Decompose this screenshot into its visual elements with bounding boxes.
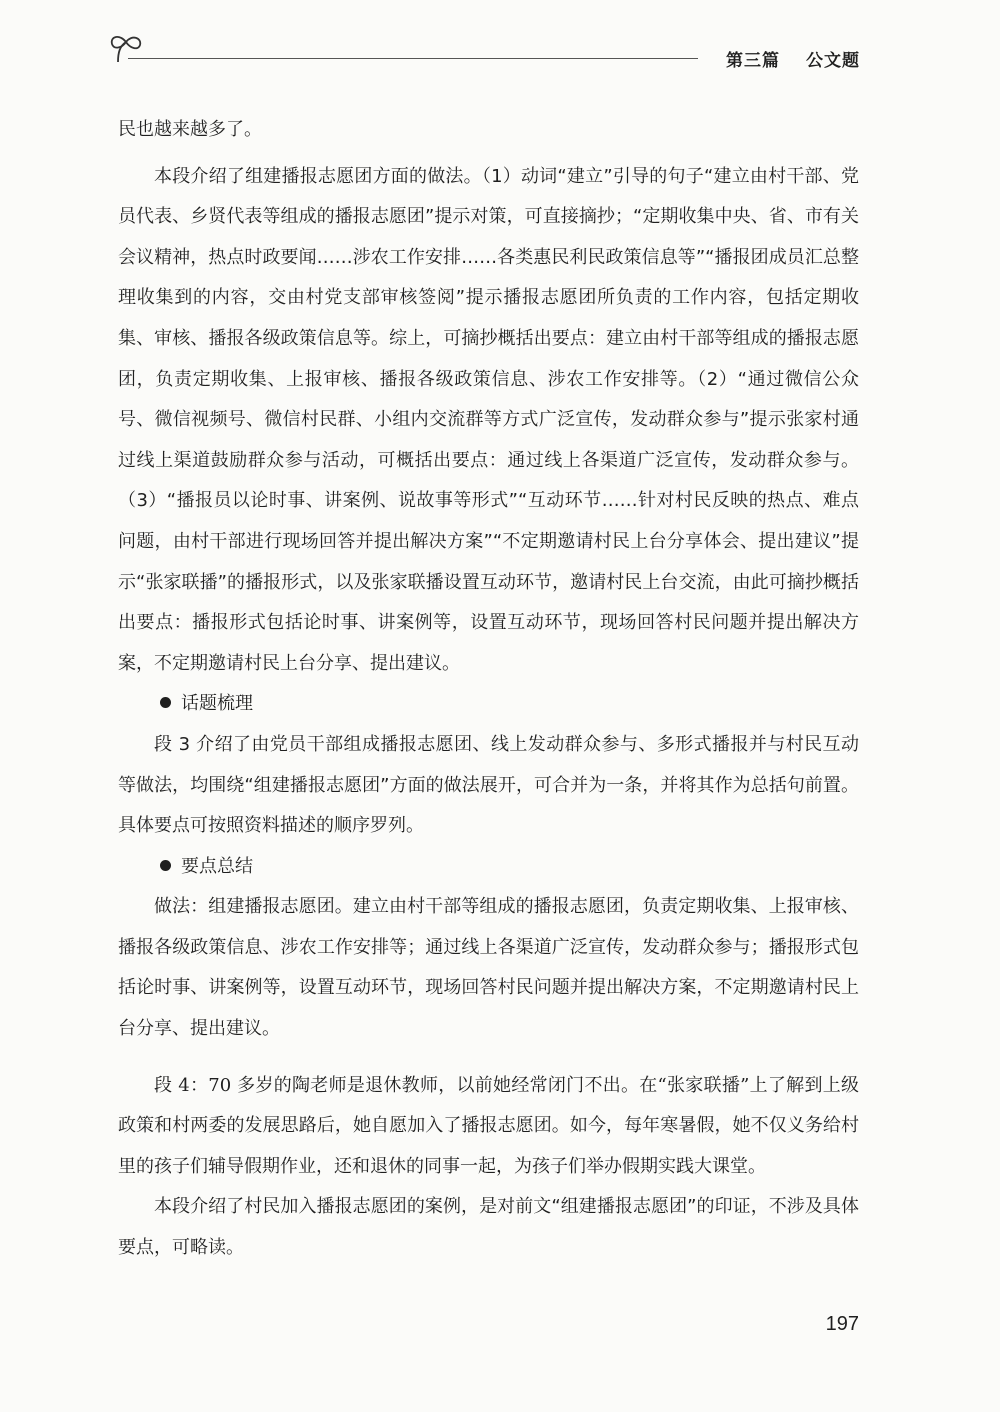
bullet-icon (160, 860, 171, 871)
bullet-heading-label: 要点总结 (181, 855, 253, 877)
bullet-heading (118, 847, 859, 888)
section-label: 公文题 (806, 51, 860, 71)
paragraph: 本段介绍了组建播报志愿团方面的做法。（1）动词“建立”引导的句子“建立由村干部、党员代表、乡贤代表等组成的播报志愿团”提示对策，可直接摘抄；“定期收集中央、省、市有关会议精神，热点时政要闻……涉农工作安排……各类惠民利民政策信息等”“播报团成员汇总整理收集到的内容，交由村党支部审核签阅”提示播报志愿团所负责的工作内容，包括定期收集、审核、播报各级政策信息等。综上，可摘抄概括出要点：建立由村干部等组成的播报志愿团，负责定期收集、上报审核、播报各级政策信息、涉农工作安排等。（2）“通过微信公众号、微信视频号、微信村民群、小组内交流群等方式广泛宣传，发动群众参与”提示张家村通过线上渠道鼓励群众参与活动，可概括出要点：通过线上各渠道广泛宣传，发动群众参与。（3）“播报员以论时事、讲案例、说故事等形式”“互动环节……针对村民反映的热点、难点问题，由村干部进行现场回答并提出解决方案”“不定期邀请村民上台分享体会、提出建议”提示“张家联播”的播报形式，以及张家联播设置互动环节，邀请村民上台交流，由此可摘抄概括出要点：播报形式包括论时事、讲案例等，设置互动环节，现场回答村民问题并提出解决方案，不定期邀请村民上台分享、提出建议。 (118, 165, 859, 674)
paragraph: 民也越来越多了。 (118, 119, 262, 140)
paragraph: 本段介绍了村民加入播报志愿团的案例，是对前文“组建播报志愿团”的印证，不涉及具体要点，可略读。 (118, 1196, 859, 1259)
sprout-icon (106, 32, 146, 68)
header-rule (128, 58, 698, 59)
bullet-heading-label: 话题梳理 (181, 693, 253, 715)
bullet-heading (118, 684, 859, 725)
part-label: 第三篇 (726, 51, 780, 71)
source-paragraph: 段 4：70 多岁的陶老师是退休教师，以前她经常闭门不出。在“张家联播”上了解到上级政策和村两委的发展思路后，她自愿加入了播报志愿团。如今，每年寒暑假，她不仅义务给村里的孩子们辅导假期作业，还和退休的同事一起，为孩子们举办假期实践大课堂。 (118, 1074, 859, 1177)
page-body (118, 110, 859, 1269)
chapter-title (726, 46, 860, 71)
running-header (100, 28, 860, 78)
paragraph: 做法：组建播报志愿团。建立由村干部等组成的播报志愿团，负责定期收集、上报审核、播报各级政策信息、涉农工作安排等；通过线上各渠道广泛宣传，发动群众参与；播报形式包括论时事、讲案例等，设置互动环节，现场回答村民问题并提出解决方案，不定期邀请村民上台分享、提出建议。 (118, 896, 859, 1040)
bullet-icon (160, 697, 171, 708)
paragraph: 段 3 介绍了由党员干部组成播报志愿团、线上发动群众参与、多形式播报并与村民互动等做法，均围绕“组建播报志愿团”方面的做法展开，可合并为一条，并将其作为总括句前置。具体要点可按照资料描述的顺序罗列。 (118, 733, 859, 837)
page-number: 197 (825, 1313, 859, 1335)
